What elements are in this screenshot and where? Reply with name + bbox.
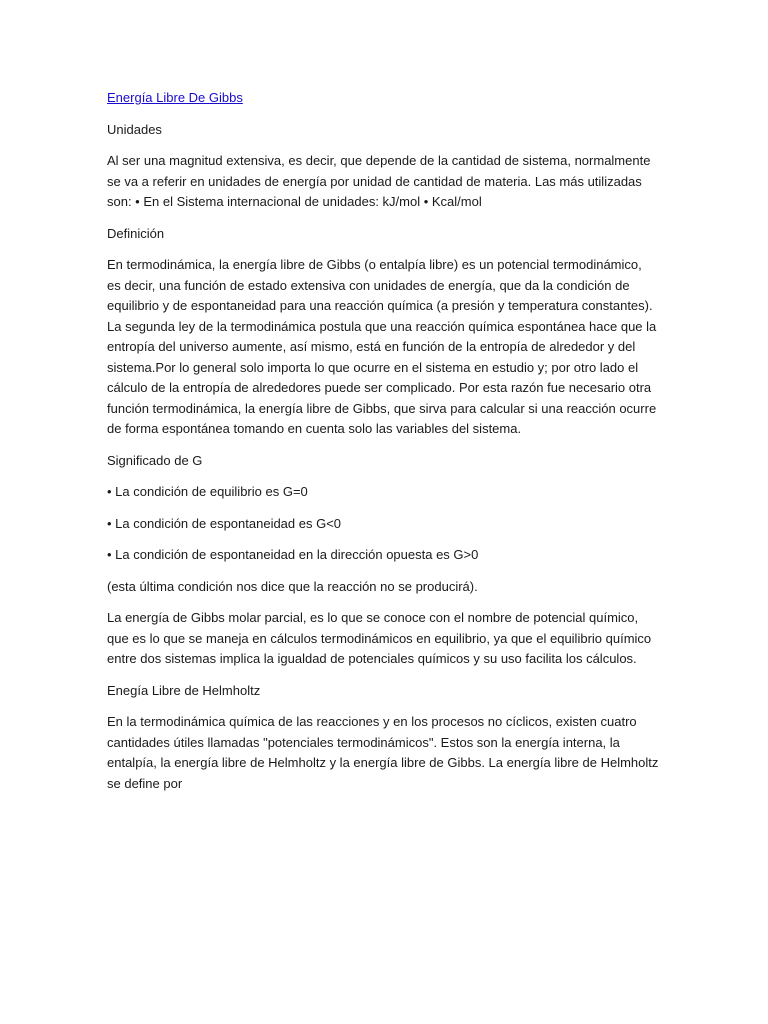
bullet-equilibrium: • La condición de equilibrio es G=0 [107, 484, 308, 499]
paragraph-note: (esta última condición nos dice que la reacción no se producirá). [107, 578, 478, 594]
paragraph-definition: En termodinámica, la energía libre de Gibbs (o entalpía libre) es un potencial termodinámico, es decir, una función de estado extensiva con unidades de energía, que da la condición de equilibrio y de espontaneidad para una reacción química (a presión y temperatura constantes). La segunda ley de la termodinámica postula que una reacción química espontánea hace que la entropía del universo aumente, así mismo, está en función de la entropía de alrededor y del sistema.Por lo general solo importa lo que ocurre en el sistema en estudio y; por otro lado el cálculo de la entropía de alrededores puede ser complicado. Por esta razón fue necesario otra función termodinámica, la energía libre de Gibbs, que sirva para calcular si una reacción ocurre de forma espontánea tomando en cuenta solo las variables del sistema. [107, 257, 657, 436]
bullet-opposite: • La condición de espontaneidad en la dirección opuesta es G>0 [107, 547, 479, 562]
paragraph-molar: La energía de Gibbs molar parcial, es lo que se conoce con el nombre de potencial químico, que es lo que se maneja en cálculos termodinámicos en equilibrio, ya que el equilibrio químico entre dos sistemas implica la igualdad de potenciales químicos y su uso facilita los cálculos. [107, 610, 652, 666]
heading-meaning: Significado de G [107, 452, 203, 468]
paragraph-units: Al ser una magnitud extensiva, es decir, que depende de la cantidad de sistema, normalmente se va a referir en unidades de energía por unidad de cantidad de materia. Las más utilizadas son: • En el Sistema internacional de unidades: kJ/mol • Kcal/mol [107, 153, 651, 209]
paragraph-helmholtz: En la termodinámica química de las reacciones y en los procesos no cíclicos, existen cuatro cantidades útiles llamadas "potenciales termodinámicos". Estos son la energía interna, la entalpía, la energía libre de Helmholtz y la energía libre de Gibbs. La energía libre de Helmholtz se define por [107, 714, 659, 791]
title-link[interactable]: Energía Libre De Gibbs [107, 90, 243, 105]
heading-helmholtz: Enegía Libre de Helmholtz [107, 682, 261, 698]
bullet-spontaneity: • La condición de espontaneidad es G<0 [107, 515, 342, 531]
title-paragraph [107, 88, 659, 109]
heading-definition: Definición [107, 225, 165, 241]
heading-units: Unidades [107, 121, 162, 137]
document-page [107, 88, 659, 794]
